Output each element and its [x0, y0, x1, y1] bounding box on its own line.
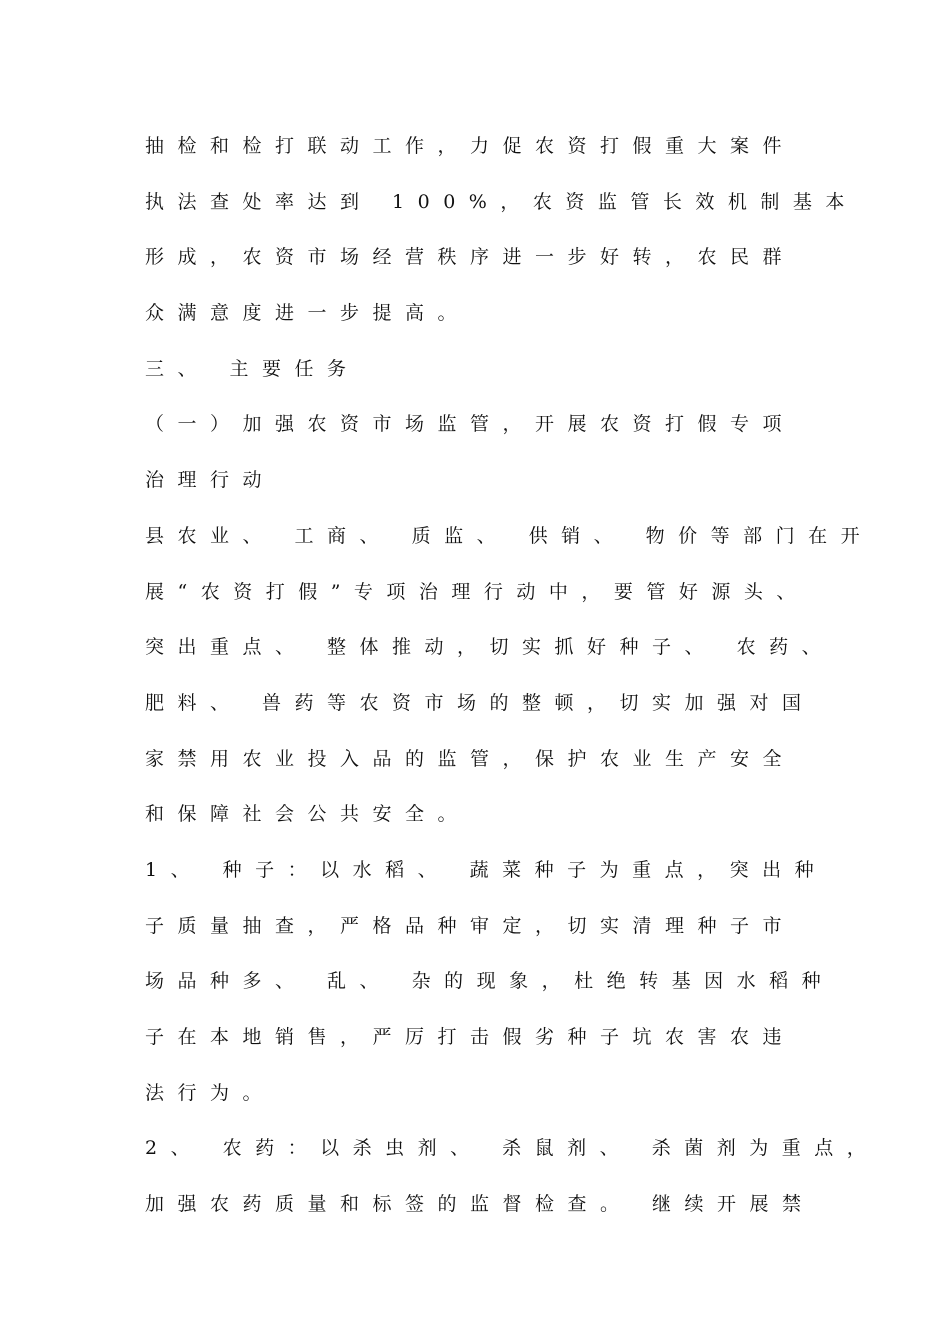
text-line: 众满意度进一步提高。: [145, 302, 471, 325]
text-line: 子质量抽查，严格品种审定，切实清理种子市: [145, 914, 796, 937]
text-line: 场品种多、 乱、 杂的现象，杜绝转基因水稻种: [145, 970, 835, 993]
text-line: 形成，农资市场经营秩序进一步好转，农民群: [145, 246, 796, 269]
list-item: 1、 种子：以水稻、 蔬菜种子为重点，突出种: [145, 858, 828, 881]
subsection-heading: 治理行动: [145, 469, 276, 492]
text-line: 家禁用农业投入品的监管，保护农业生产安全: [145, 747, 796, 770]
section-heading: 三、 主要任务: [145, 357, 360, 380]
subsection-heading: （一）加强农资市场监管，开展农资打假专项: [145, 413, 796, 436]
text-line: 法行为。: [145, 1081, 276, 1104]
text-line: 展“农资打假”专项治理行动中，要管好源头、: [145, 580, 809, 603]
text-line: 子在本地销售，严厉打击假劣种子坑农害农违: [145, 1026, 796, 1048]
text-line: 县农业、 工商、 质监、 供销、 物价等部门在开: [145, 524, 874, 547]
text-line: 抽检和检打联动工作，力促农资打假重大案件: [145, 135, 796, 157]
text-line: 突出重点、 整体推动，切实抓好种子、 农药、: [145, 636, 835, 659]
text-line: 执法查处率达到 100%，农资监管长效机制基本: [145, 190, 858, 213]
text-line: 肥料、 兽药等农资市场的整顿，切实加强对国: [145, 691, 815, 714]
document-body: [145, 126, 880, 1240]
list-item: 2、 农药：以杀虫剂、 杀鼠剂、 杀菌剂为重点，: [145, 1137, 880, 1160]
text-line: 和保障社会公共安全。: [145, 803, 471, 826]
text-line: 加强农药质量和标签的监督检查。 继续开展禁: [145, 1193, 815, 1216]
